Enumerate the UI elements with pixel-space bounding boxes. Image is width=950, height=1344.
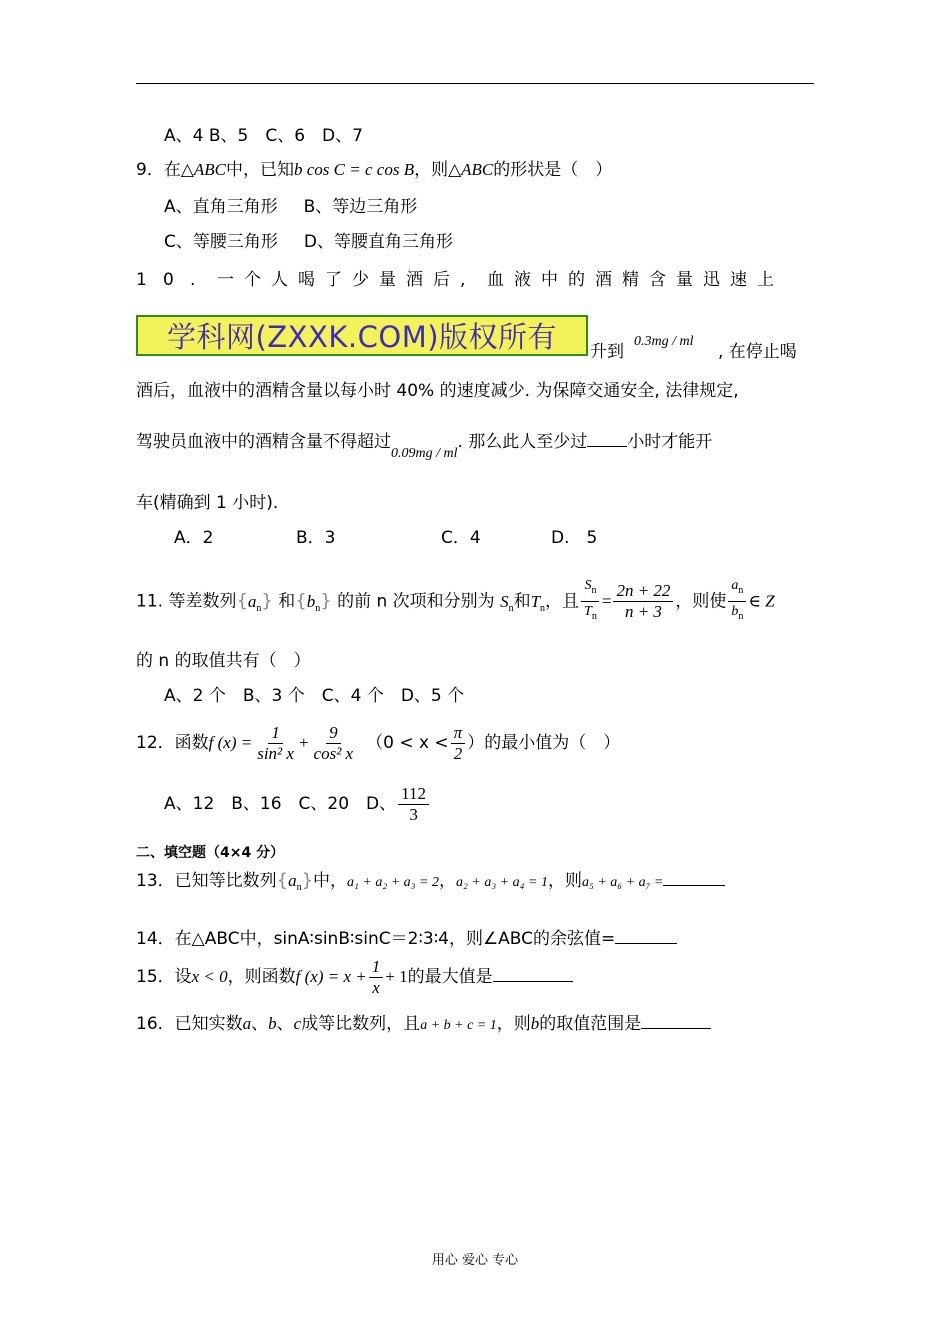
q8-options: A、4 B、5 C、6 D、7 <box>164 126 363 146</box>
header-rule <box>136 83 814 84</box>
brace-close: } <box>301 870 314 891</box>
q10-char: 中 <box>541 270 558 290</box>
q13-seq-sub: n <box>296 882 302 893</box>
frac-num: 112 <box>398 784 429 805</box>
q10-options <box>174 526 213 550</box>
frac-den: n + 3 <box>624 602 662 621</box>
q9-mid2: ，则 <box>414 160 449 180</box>
q13-stem <box>136 869 725 900</box>
q9-option-d: D、等腰直角三角形 <box>303 232 453 252</box>
q10-char: 迅 <box>703 270 720 290</box>
q14-stem <box>136 927 677 951</box>
q11-stem <box>136 576 775 631</box>
q11-equals: = <box>601 591 612 611</box>
q10-char: . <box>190 270 196 290</box>
q15-fraction <box>369 957 384 998</box>
q11-seq-a-sub: n <box>256 602 262 614</box>
q10-char: 少 <box>352 270 369 290</box>
q16-stem <box>136 1012 711 1038</box>
frac-num-sub: n <box>738 585 744 596</box>
q12-prefix: 12．函数 <box>136 733 209 753</box>
q15-stem <box>136 955 573 999</box>
q11-and-1: 和 <box>278 591 296 612</box>
q10-line-4c: 小时才能开 <box>627 432 713 452</box>
q16-c: c <box>293 1014 302 1033</box>
q16-sep: 、 <box>276 1014 294 1034</box>
q10-char: 量 <box>379 270 396 290</box>
brace-close: } <box>261 590 273 612</box>
q10-answer-blank <box>587 430 627 447</box>
q10-char: 酒 <box>406 270 423 290</box>
q10-char: , <box>460 270 466 290</box>
q9-option-c: C、等腰三角形 <box>164 232 278 252</box>
q10-char: 0 <box>163 270 174 290</box>
q13-comma: ， <box>439 871 456 891</box>
q10-char: 的 <box>568 270 585 290</box>
frac-den: T <box>584 604 592 619</box>
q11-member-z: ∈ Z <box>748 591 775 611</box>
q10-line-3: 酒后，血液中的酒精含量以每小时 40% 的速度减少. 为保障交通安全, 法律规定, <box>136 381 739 401</box>
q10-line-5: 车(精确到 1 小时). <box>136 493 279 513</box>
frac-num: 2n + 22 <box>613 581 673 602</box>
q10-option-a: A．2 <box>174 528 214 548</box>
q13-answer-blank <box>663 869 725 886</box>
frac-den-sub: n <box>738 611 744 622</box>
q10-char: 含 <box>649 270 666 290</box>
q16-sep: 、 <box>251 1014 269 1034</box>
frac-num: a <box>731 578 739 593</box>
q11-and-2: 和 <box>513 591 531 612</box>
q10-option-b: B．3 <box>296 528 336 548</box>
q9-suffix: 的形状是（ ） <box>493 160 613 180</box>
q15-mid: ，则函数 <box>227 967 296 987</box>
q15-condition: x < 0 <box>191 967 228 986</box>
q9-equation: b cos C = c cos B <box>294 160 415 179</box>
q14-answer-blank <box>615 927 677 944</box>
q10-char: 个 <box>244 270 261 290</box>
q13-eq-1: a₁ + a₂ + a₃ = 2 <box>347 875 439 890</box>
q9-stem <box>136 158 612 182</box>
q16-b-2: b <box>530 1014 540 1033</box>
frac-num: π <box>451 723 466 744</box>
frac-den: cos² x <box>313 743 354 763</box>
q11-seq-b: b <box>306 591 316 611</box>
q13-mid: 中， <box>313 871 348 891</box>
q12-stem <box>136 721 620 765</box>
q12-options <box>164 782 431 826</box>
q10-char: 后 <box>433 270 450 290</box>
q11-mid-3: ，则使 <box>675 591 727 612</box>
q12-condition: （0 < x < <box>366 733 449 753</box>
q11-seq-b-sub: n <box>315 602 321 614</box>
q13-mid-2: ，则 <box>547 871 582 891</box>
q10-char: 上 <box>757 270 774 290</box>
q10-char: 了 <box>325 270 342 290</box>
brace-close: } <box>320 590 332 612</box>
q15-answer-blank <box>493 965 573 982</box>
q10-char: 液 <box>514 270 531 290</box>
q12-pi-over-2 <box>451 723 466 764</box>
q11-T-sub: n <box>540 602 546 614</box>
q10-line-4a: 驾驶员血液中的酒精含量不得超过 <box>136 432 391 452</box>
frac-num: S <box>584 578 592 593</box>
q16-answer-blank <box>641 1012 711 1029</box>
q10-line-4b: . 那么此人至少过 <box>457 432 588 452</box>
q9-option-b: B、等边三角形 <box>303 197 418 217</box>
q11-seq-a: a <box>247 591 257 611</box>
q11-prefix: 11. 等差数列 <box>136 591 237 612</box>
q12-fraction-1 <box>254 723 297 764</box>
frac-num: 1 <box>268 723 283 744</box>
frac-num: 9 <box>326 723 341 744</box>
q13-eq-2: a₂ + a₃ + a₄ = 1 <box>456 875 548 890</box>
watermark-text: 学科网(ZXXK.COM)版权所有 <box>166 320 558 354</box>
q10-value-2: 0.09mg / ml <box>391 446 458 461</box>
q10-char: 酒 <box>595 270 612 290</box>
q9-triangle-2: △ABC <box>448 160 494 179</box>
q16-b: b <box>268 1014 277 1033</box>
q12-fraction-2 <box>311 723 357 764</box>
q16-mid-2: ，则 <box>496 1014 531 1034</box>
frac-den: b <box>731 604 739 619</box>
q10-line-1 <box>136 268 784 292</box>
q11-mid-2: ，且 <box>545 591 580 612</box>
q11-options: A、2 个 B、3 个 C、4 个 D、5 个 <box>164 686 465 706</box>
brace-open: { <box>236 590 248 612</box>
q16-prefix: 16．已知实数 <box>136 1014 243 1034</box>
q16-suffix: 的取值范围是 <box>539 1014 642 1034</box>
frac-den-sub: n <box>591 611 597 622</box>
q12-option-d-fraction <box>398 784 429 825</box>
q12-suffix: ）的最小值为（ ） <box>467 733 621 753</box>
brace-open: { <box>295 590 307 612</box>
q10-char: 喝 <box>298 270 315 290</box>
q10-option-c: C．4 <box>441 528 481 548</box>
q11-mid: 的前 n 次项和分别为 <box>337 591 495 612</box>
q9-triangle: △ABC <box>180 160 227 179</box>
q11-ratio-an-bn <box>728 576 746 627</box>
q9-options-row-1 <box>164 195 417 219</box>
q10-char: 速 <box>730 270 747 290</box>
q9-prefix: 9．在 <box>136 160 181 180</box>
frac-den: sin² x <box>257 743 294 763</box>
frac-den: 3 <box>409 804 418 824</box>
q11-T: T <box>530 591 541 611</box>
frac-num: 1 <box>369 957 384 978</box>
frac-num-sub: n <box>591 585 597 596</box>
q16-mid: 成等比数列，且 <box>301 1014 421 1034</box>
q15-prefix: 15．设 <box>136 967 192 987</box>
q13-prefix: 13．已知等比数列 <box>136 871 277 891</box>
q11-S-sub: n <box>508 602 514 614</box>
q11-S: S <box>500 591 509 611</box>
q12-options-text: A、12 B、16 C、20 D、 <box>164 794 397 814</box>
q15-fx: f (x) = x + <box>295 967 367 986</box>
q10-char: 精 <box>622 270 639 290</box>
q12-plus: + <box>298 733 309 752</box>
q10-char: 人 <box>271 270 288 290</box>
q15-tail: + 1 <box>385 967 408 986</box>
q10-char: 血 <box>487 270 504 290</box>
page-footer: 用心 爱心 专心 <box>431 1253 519 1268</box>
q10-char: 1 <box>136 270 147 290</box>
q11-ratio-left <box>581 576 600 627</box>
q11-ratio-right <box>613 581 673 622</box>
q16-equation: a + b + c = 1 <box>420 1018 497 1033</box>
frac-den: 2 <box>453 743 463 763</box>
q13-seq: a <box>288 871 297 890</box>
q16-a: a <box>242 1014 252 1033</box>
q10-char: 一 <box>217 270 234 290</box>
q10-value-1-text: 0.3mg / ml <box>634 334 694 349</box>
section-2-title: 二、填空题（4×4 分） <box>136 845 285 861</box>
q10-after-value: , 在停止喝 <box>718 342 797 362</box>
q10-value-1 <box>634 330 694 354</box>
brace-open: { <box>276 870 289 891</box>
watermark-banner <box>136 315 588 356</box>
q9-option-a: A、直角三角形 <box>164 197 278 217</box>
q10-line-4 <box>136 430 713 461</box>
q9-mid: 中，已知 <box>226 160 295 180</box>
q13-eq-3: a₅ + a₆ + a₇ = <box>581 875 664 890</box>
q15-suffix: 的最大值是 <box>407 967 493 987</box>
q10-char: 量 <box>676 270 693 290</box>
q14-text: 14．在△ABC中，sinA∶sinB∶sinC＝2∶3∶4，则∠ABC的余弦值= <box>136 929 616 949</box>
frac-den: x <box>372 977 380 997</box>
q12-fx: f (x) = <box>208 733 253 752</box>
q10-option-d: D. 5 <box>551 528 598 548</box>
q9-options-row-2 <box>164 230 453 254</box>
q10-rise-text: 升到 <box>590 342 624 362</box>
q11-line-2: 的 n 的取值共有（ ） <box>136 651 311 671</box>
